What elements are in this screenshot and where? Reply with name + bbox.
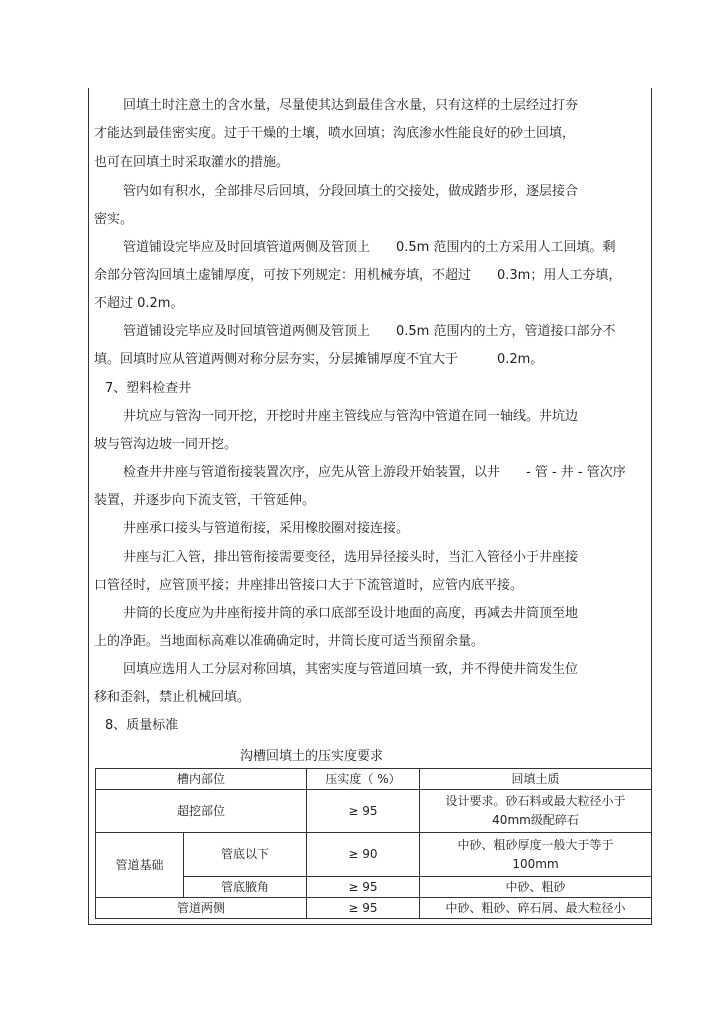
- cell-soil-line: 设计要求。砂石料或最大粒径小于: [445, 794, 626, 808]
- paragraph-line: 才能达到最佳密实度。过于干燥的土壤，喷水回填；沟底渗水性能良好的砂土回填，: [94, 126, 576, 141]
- paragraph-line: 井座与汇入管，排出管衔接需要变径，选用异径接头时，当汇入管径小于井座接: [123, 550, 579, 565]
- paragraph-line: 回填土时注意土的含水量，尽量使其达到最佳含水量，只有这样的土层经过打夯: [123, 98, 579, 113]
- cell-soil-line: 中砂、粗砂厚度一般大于等于: [457, 837, 614, 852]
- cell-soil: 中砂、粗砂: [420, 877, 652, 898]
- cell-compaction: ≥ 95: [307, 898, 420, 919]
- paragraph-line: 管道铺设完毕应及时回填管道两侧及管顶上 0.5m 范围内的土方，管道接口部分不: [123, 324, 616, 339]
- compaction-table: [95, 768, 652, 919]
- paragraph-line: 也可在回填土时采取灌水的措施。: [94, 155, 290, 170]
- cell-part: 超挖部位: [96, 790, 307, 833]
- section-heading: 7、塑料检查井: [105, 381, 192, 396]
- header-soil: 回填土质: [420, 769, 652, 790]
- paragraph-line: 上的净距。当地面标高难以准确确定时，井筒长度可适当预留余量。: [94, 634, 485, 649]
- paragraph-line: 口管径时，应管顶平接；井座排出管接口大于下流管道时，应管内底平接。: [94, 578, 524, 593]
- cell-soil: 中砂、粗砂、碎石屑、最大粒径小: [420, 898, 652, 919]
- header-part: 槽内部位: [96, 769, 307, 790]
- cell-group: 管道基础: [96, 833, 184, 898]
- cell-compaction: ≥ 95: [307, 877, 420, 898]
- table-header-row: [96, 769, 652, 790]
- cell-soil: [420, 790, 652, 833]
- paragraph-line: 检查井井座与管道衔接装置次序，应先从管上游段开始装置，以井 - 管 - 井 - 管次序: [123, 465, 626, 480]
- table-row: [96, 790, 652, 833]
- paragraph-line: 余部分管沟回填土虚铺厚度，可按下列规定：用机械夯填，不超过 0.3m；用人工夯填，: [94, 268, 622, 283]
- paragraph-line: 井座承口接头与管道衔接，采用橡胶圈对接连接。: [123, 521, 410, 536]
- cell-part: 管底以下: [184, 833, 307, 877]
- paragraph-line: 回填应选用人工分层对称回填，其密实度与管道回填一致，并不得使井筒发生位: [123, 662, 579, 677]
- paragraph-line: 移和歪斜，禁止机械回填。: [94, 690, 251, 705]
- table-row: [96, 833, 652, 877]
- cell-part: 管底腋角: [184, 877, 307, 898]
- paragraph-line: 装置，并逐步向下流支管，干管延伸。: [94, 493, 316, 508]
- paragraph-line: 不超过 0.2m。: [94, 296, 184, 311]
- paragraph-line: 井坑应与管沟一同开挖，开挖时井座主管线应与管沟中管道在同一轴线。井坑边: [123, 409, 579, 424]
- paragraph-line: 填。回填时应从管道两侧对称分层夯实，分层摊铺厚度不宜大于 0.2m。: [94, 352, 544, 367]
- header-compaction: 压实度（ %）: [307, 769, 420, 790]
- paragraph-line: 密实。: [94, 212, 134, 227]
- table-row: [96, 898, 652, 919]
- cell-part: 管道两侧: [96, 898, 307, 919]
- cell-soil-line: 40mm级配碎石: [492, 813, 579, 827]
- table-caption: 沟槽回填土的压实度要求: [240, 749, 384, 764]
- cell-soil: [420, 833, 652, 877]
- cell-soil-line: 100mm: [512, 856, 559, 871]
- paragraph-line: 管内如有积水，全部排尽后回填，分段回填土的交接处，做成踏步形，逐层接合: [123, 184, 579, 199]
- cell-compaction: ≥ 90: [307, 833, 420, 877]
- paragraph-line: 管道铺设完毕应及时回填管道两侧及管顶上 0.5m 范围内的土方采用人工回填。剩: [123, 240, 616, 255]
- section-heading: 8、质量标准: [105, 718, 179, 733]
- cell-compaction: ≥ 95: [307, 790, 420, 833]
- paragraph-line: 井筒的长度应为井座衔接井筒的承口底部至设计地面的高度，再减去井筒顶至地: [123, 606, 579, 621]
- paragraph-line: 坡与管沟边坡一同开挖。: [94, 437, 238, 452]
